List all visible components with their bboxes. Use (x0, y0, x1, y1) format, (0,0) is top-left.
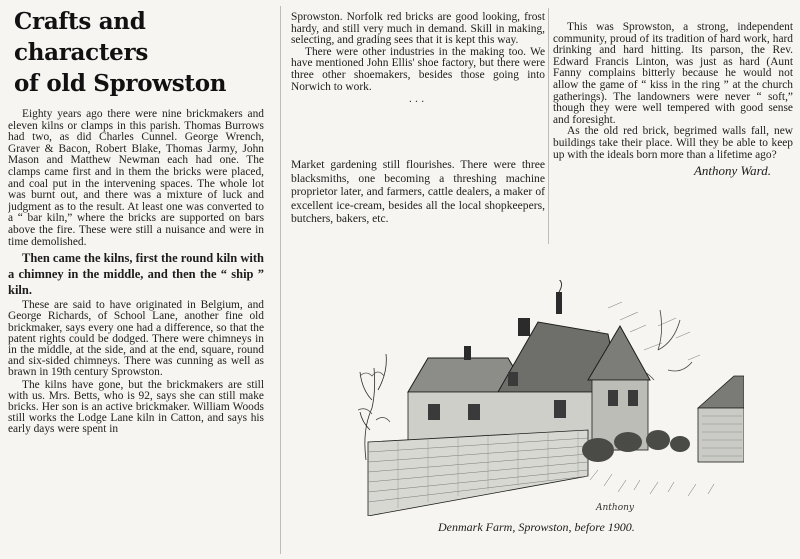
article-column-3 (553, 22, 793, 179)
headline-line-2: of old Sprowston (14, 70, 227, 97)
barn (698, 376, 744, 462)
paragraph-red-brick: As the old red brick, begrimed walls fall, new buildings take their place. Will they be able to keep up with the ideals born more than a lifetime ago? (553, 125, 793, 161)
article-column-1 (8, 6, 264, 554)
paragraph-market-gardening: Market gardening still flourishes. There were three blacksmiths, one becoming a threshing machine proprietor later, and farmers, cattle dealers, a maker of excellent ice-cream, besides all the local shopkeepers, butchers, bakers, etc. (291, 158, 545, 226)
paragraph-norfolk-bricks: Sprowston. Norfolk red bricks are good looking, frost hardy, and still very much in demand. Skill in making, selecting, and grading sees that it is kept this way. (291, 12, 545, 47)
article-column-2 (291, 12, 545, 107)
headline-line-1: Crafts and characters (14, 8, 148, 66)
article-column-2-lower (291, 158, 545, 226)
section-separator: ... (408, 94, 428, 106)
paragraph-brickmakers-today: The kilns have gone, but the brickmakers are still with us. Mrs. Betts, who is 92, says she can still make bricks. Her son is an active brickmaker. William Woods still works the Lodge Lane kiln in Catton, and says his early days were spent in (8, 378, 264, 436)
paragraph-brickmakers: Eighty years ago there were nine brickmakers and eleven kilns or clamps in this parish. Thomas Burrows had two, as did Charles Cunnel. George Wrench, Graver & Bacon, Robert Blake, Thomas Jarmy, John Mason and Matthew Newman each had one. The clamps came first and in them the bricks were placed, and coal put in the intervening spaces. The whole lot was burnt out, and there was a mixture of luck and judgment as to the result. At least one was converted to a “ bar kiln,” where the bricks are supported on bars above the fire. These were still a nuisance and were in time demolished. (8, 108, 264, 248)
author-signature: Anthony Ward. (693, 163, 771, 179)
column-divider (548, 8, 549, 244)
article-headline (14, 6, 264, 99)
farmhouse-illustration (358, 280, 744, 516)
paragraph-community: This was Sprowston, a strong, independent community, proud of its tradition of hard work, hard drinking and hard hitting. Its parson, the Rev. Edward Francis Linton, was just as hard (Aunt Fanny complains bitterly because he would not allow the game of “ kiss in the ring ” at the church gatherings). The landowners were never “ soft,” though they were well tempered with good sense and foresight. (553, 22, 793, 126)
paragraph-kilns: Then came the kilns, first the round kiln with a chimney in the middle, and then the “ ship ” kiln. (8, 251, 264, 298)
paragraph-industries: There were other industries in the making too. We have mentioned John Ellis' shoe factory, but there were three other shoemakers, besides those going into Norwich to work. (291, 45, 545, 93)
column-divider (280, 6, 281, 554)
paragraph-belgium: These are said to have originated in Belgium, and George Richards, of School Lane, another fine old brickmaker, says every one had a difference, so that the patent rights could be dodged. There were chimneys in in the middle, at the side, and at the end, square, round and six-sided chimneys. There was cunning as well as brawn in 19th century Sprowston. (8, 299, 264, 379)
artist-signature: Anthony (596, 503, 635, 513)
ground-hatching (590, 470, 714, 496)
illustration-caption: Denmark Farm, Sprowston, before 1900. (438, 520, 635, 534)
brick-wall (368, 430, 588, 516)
